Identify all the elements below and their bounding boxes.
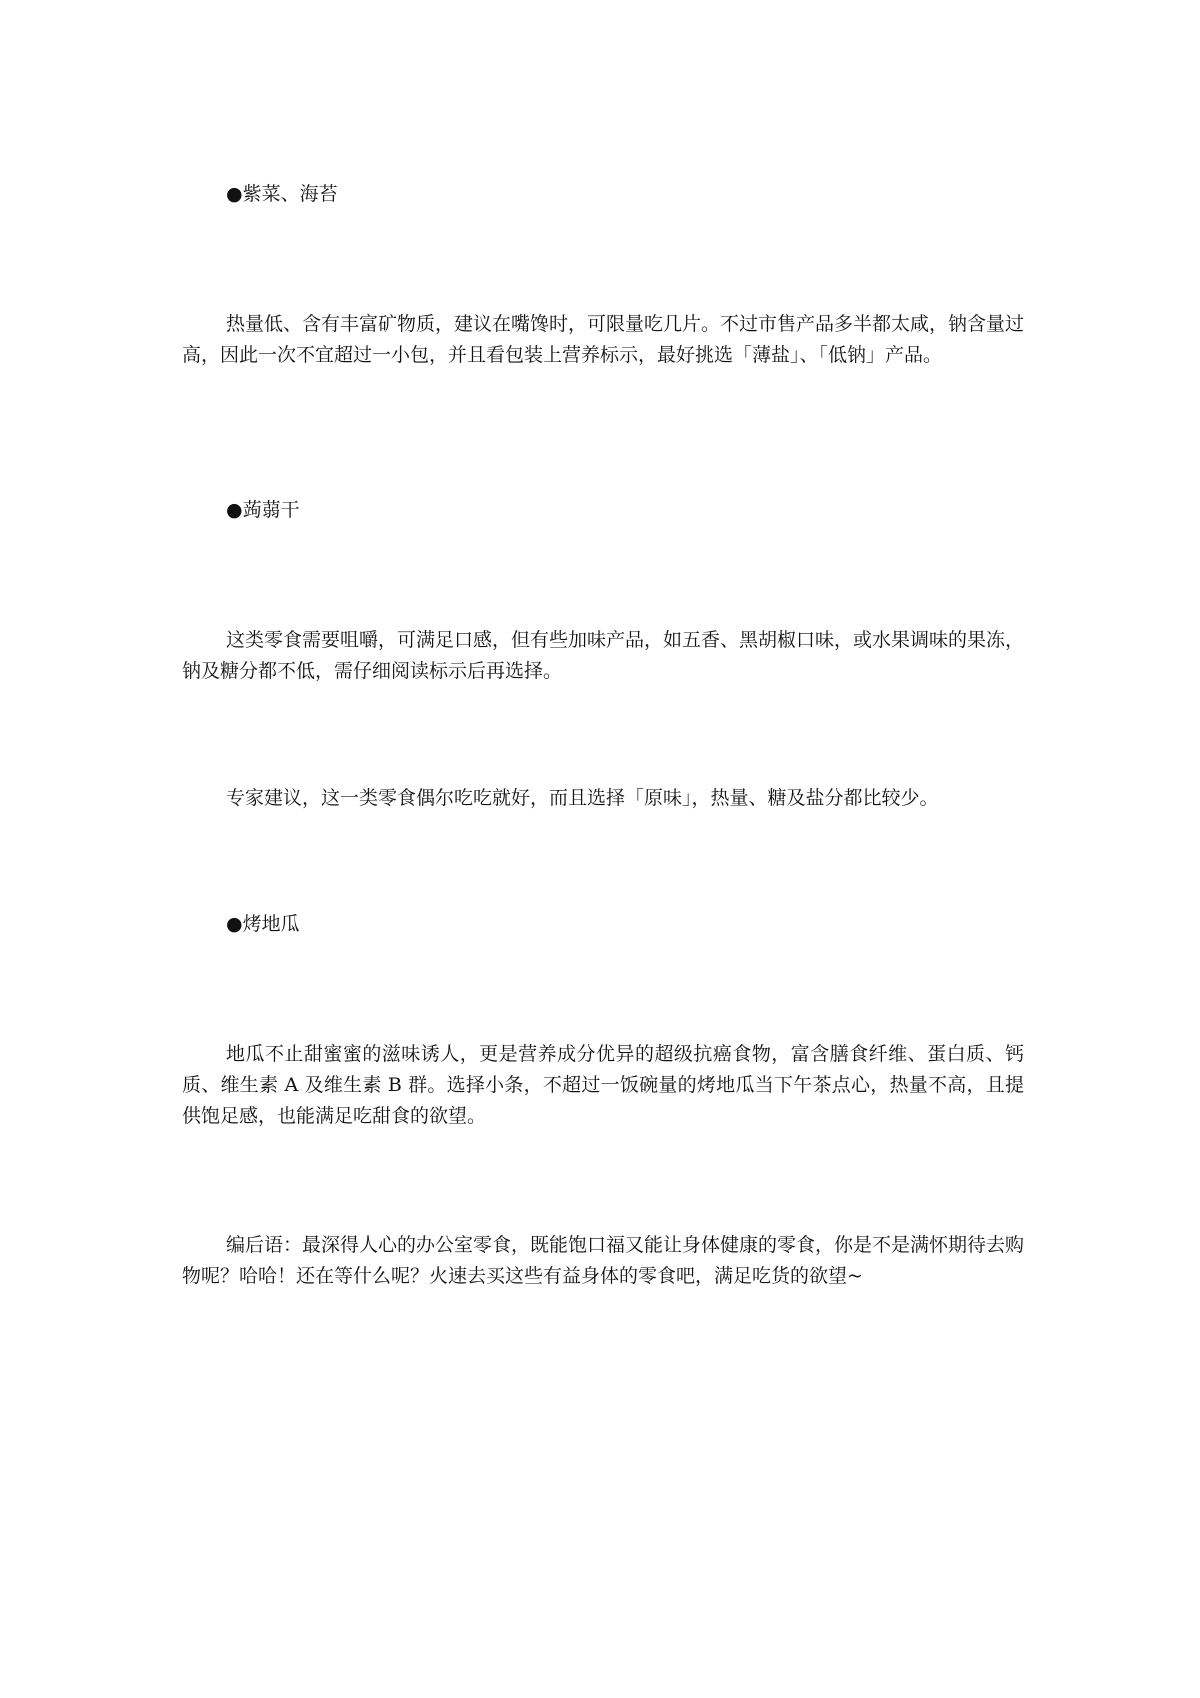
paragraph-afterword: 编后语：最深得人心的办公室零食，既能饱口福又能让身体健康的零食，你是不是满怀期待去购物呢？哈哈！还在等什么呢？火速去买这些有益身体的零食吧，满足吃货的欲望~ xyxy=(182,1234,1025,1287)
section-heading-seaweed: ●紫菜、海苔 xyxy=(226,183,338,205)
section-heading-konjac: ●蒟蒻干 xyxy=(226,499,300,521)
paragraph-sweet-potato: 地瓜不止甜蜜蜜的滋味诱人，更是营养成分优异的超级抗癌食物，富含膳食纤维、蛋白质、钙质、维生素 A 及维生素 B 群。选择小条，不超过一饭碗量的烤地瓜当下午茶点心，热量不高，且提供饱足感，也能满足吃甜食的欲望。 xyxy=(182,1043,1024,1127)
paragraph-konjac: 这类零食需要咀嚼，可满足口感，但有些加味产品，如五香、黑胡椒口味，或水果调味的果冻，钠及糖分都不低，需仔细阅读标示后再选择。 xyxy=(182,629,1025,682)
paragraph-expert-advice: 专家建议，这一类零食偶尔吃吃就好，而且选择「原味」，热量、糖及盐分都比较少。 xyxy=(226,787,939,809)
paragraph-seaweed: 热量低、含有丰富矿物质，建议在嘴馋时，可限量吃几片。不过市售产品多半都太咸，钠含量过高，因此一次不宜超过一小包，并且看包装上营养标示，最好挑选「薄盐」、「低钠」产品。 xyxy=(182,313,1025,366)
section-heading-sweet-potato: ●烤地瓜 xyxy=(226,913,300,935)
